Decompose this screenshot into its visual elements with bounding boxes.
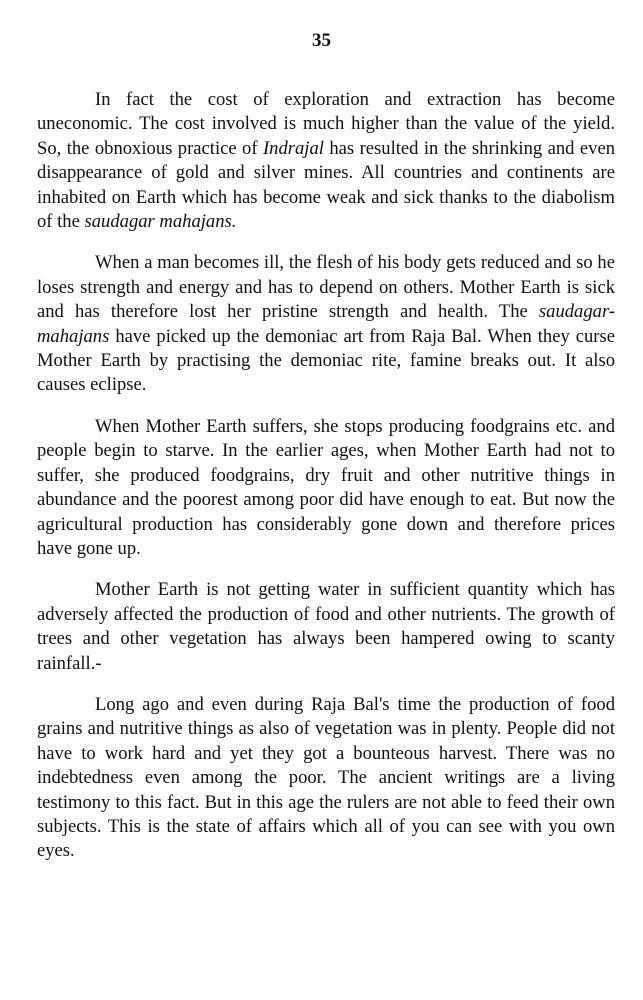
paragraph-3 bbox=[37, 415, 615, 561]
paragraph-3-text: When Mother Earth suffers, she stops producing foodgrains etc. and people begin to starve. In the earlier ages, when Mother Earth had not to suffer, she produced foodgrains, dry fruit and other nutritive things in abundance and the poorest among poor did have enough to eat. But now the agricultural production has considerably gone down and therefore prices have gone up. bbox=[37, 415, 615, 559]
paragraph-1-term-saudagar-mahajans: saudagar mahajans. bbox=[84, 211, 237, 233]
paragraph-5 bbox=[37, 693, 615, 864]
paragraph-1 bbox=[37, 88, 615, 234]
paragraph-1-text-a: In fact the cost of exploration and extraction has become uneconomic. The cost involved is much higher than the value of the yield. So, the obnoxious practice of bbox=[37, 89, 615, 159]
page-number: 35 bbox=[312, 30, 331, 51]
paragraph-2-text-b: have picked up the demoniac art from Raja Bal. When they curse Mother Earth by practising the demoniac rite, famine breaks out. It also causes eclipse. bbox=[37, 325, 615, 396]
paragraph-2-text-a: When a man becomes ill, the flesh of his body gets reduced and so he loses strength and energy and has to depend on others. Mother Earth is sick and has therefore lost her pristine strength and health. The bbox=[37, 252, 615, 323]
paragraph-1-text-b: has resulted in the shrinking and even disappearance of gold and silver mines. All countries and continents are inhabited on Earth which has become weak and sick thanks to the diabolism of the bbox=[37, 137, 615, 233]
paragraph-5-text: Long ago and even during Raja Bal's time the production of food grains and nutritive things as also of vegetation was in plenty. People did not have to work hard and yet they got a bounteous harvest. There was no indebtedness even among the poor. The ancient writings are a living testimony to this fact. But in this age the rulers are not able to feed their own subjects. This is the state of affairs which all of you can see with you own eyes. bbox=[37, 693, 615, 862]
paragraph-1-term-indrajal: Indrajal bbox=[262, 137, 324, 159]
paragraph-4-text: Mother Earth is not getting water in sufficient quantity which has adversely affected the production of food and other nutrients. The growth of trees and other vegetation has always been hampered owing to scanty rainfall.- bbox=[37, 579, 615, 674]
paragraph-2 bbox=[37, 251, 615, 397]
paragraph-4 bbox=[37, 578, 615, 676]
body-text bbox=[37, 88, 615, 864]
paragraph-2-term-saudagar-mahajans: saudagar-mahajans bbox=[37, 301, 615, 347]
